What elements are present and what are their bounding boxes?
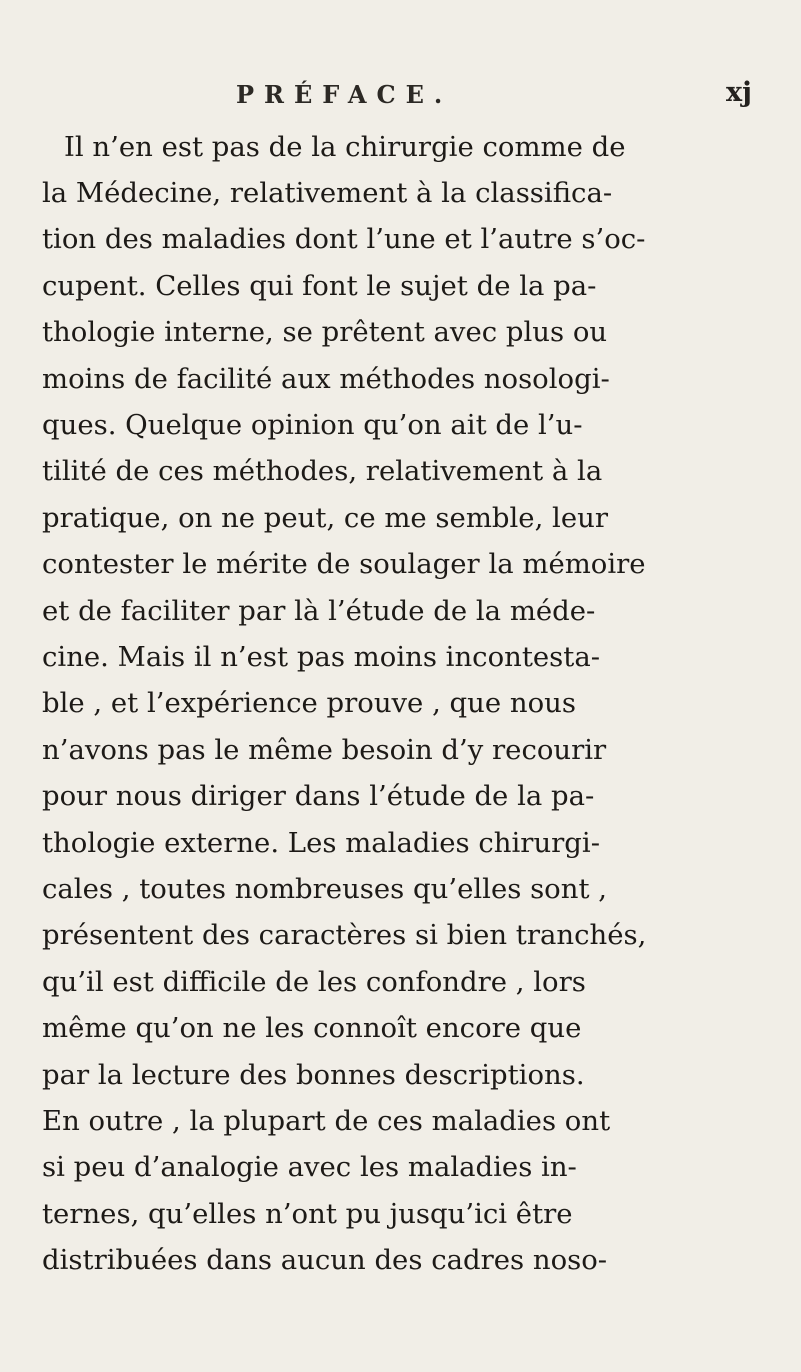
text-line: tion des maladies dont l’une et l’autre s’oc-	[42, 223, 646, 255]
text-line: ternes, qu’elles n’ont pu jusqu’ici être	[42, 1198, 573, 1230]
text-line: thologie interne, se prêtent avec plus ou	[42, 316, 608, 348]
text-line: si peu d’analogie avec les maladies in-	[42, 1151, 577, 1183]
text-line: thologie externe. Les maladies chirurgi-	[42, 827, 600, 859]
text-line: cales , toutes nombreuses qu’elles sont ,	[42, 873, 607, 905]
text-line: cupent. Celles qui font le sujet de la pa-	[42, 270, 597, 302]
text-line: même qu’on ne les connoît encore que	[42, 1012, 582, 1044]
text-line: moins de facilité aux méthodes nosologi-	[42, 363, 610, 395]
text-line: n’avons pas le même besoin d’y recourir	[42, 734, 607, 766]
text-line: En outre , la plupart de ces maladies ont	[42, 1105, 611, 1137]
text-line: Il n’en est pas de la chirurgie comme de	[64, 131, 626, 163]
text-line: cine. Mais il n’est pas moins incontesta-	[42, 641, 601, 673]
page-header	[0, 72, 801, 112]
text-line: ques. Quelque opinion qu’on ait de l’u-	[42, 409, 583, 441]
text-line: la Médecine, relativement à la classifica-	[42, 177, 613, 209]
text-line: contester le mérite de soulager la mémoire	[42, 548, 646, 580]
page-number: xj	[726, 77, 752, 108]
text-line: distribuées dans aucun des cadres noso-	[42, 1244, 608, 1276]
text-line: pour nous diriger dans l’étude de la pa-	[42, 780, 595, 812]
text-line: ble , et l’expérience prouve , que nous	[42, 687, 576, 719]
running-title: PRÉFACE.	[236, 80, 453, 109]
text-line: tilité de ces méthodes, relativement à la	[42, 455, 603, 487]
text-line: et de faciliter par là l’étude de la méde-	[42, 595, 596, 627]
text-line: présentent des caractères si bien tranchés,	[42, 919, 647, 951]
text-line: qu’il est difficile de les confondre , lors	[42, 966, 586, 998]
text-line: par la lecture des bonnes descriptions.	[42, 1059, 585, 1091]
text-line: pratique, on ne peut, ce me semble, leur	[42, 502, 608, 534]
